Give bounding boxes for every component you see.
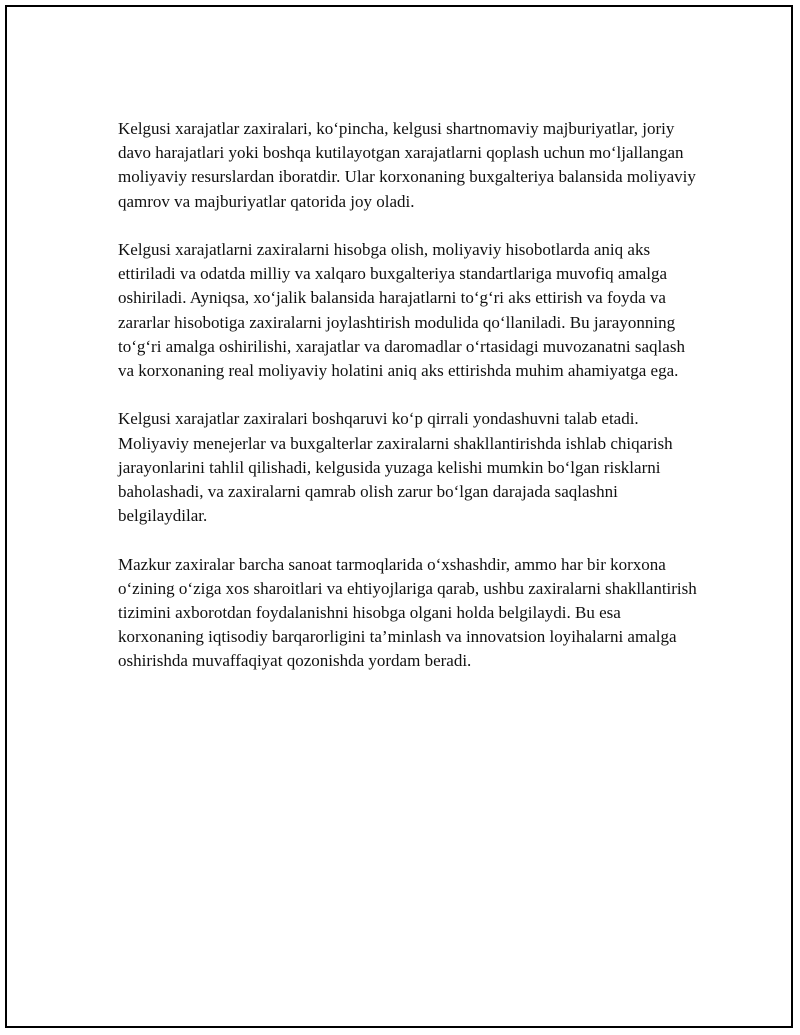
paragraph-3: Kelgusi xarajatlar zaxiralari boshqaruvi ko‘p qirrali yondashuvni talab etadi. Moliyaviy menejerlar va buxgalterlar zaxiralarni shakllantirishda ishlab chiqarish jarayonlarini tahlil qilishadi, kelgusida yuzaga kelishi mumkin bo‘lgan risklarni baholashadi, va zaxiralarni qamrab olish zarur bo‘lgan darajada saqlashni belgilaydilar. <box>118 409 673 526</box>
document-body <box>118 117 703 698</box>
paragraph-1: Kelgusi xarajatlar zaxiralari, ko‘pincha, kelgusi shartnomaviy majburiyatlar, joriy davo harajatlari yoki boshqa kutilayotgan xarajatlarni qoplash uchun mo‘ljallangan moliyaviy resurslardan iboratdir. Ular korxonaning buxgalteriya balansida moliyaviy qamrov va majburiyatlar qatorida joy oladi. <box>118 119 696 211</box>
paragraph-4: Mazkur zaxiralar barcha sanoat tarmoqlarida o‘xshashdir, ammo har bir korxona o‘zining o‘ziga xos sharoitlari va ehtiyojlariga qarab, ushbu zaxiralarni shakllantirish tizimini axborotdan foydalanishni hisobga olgani holda belgilaydi. Bu esa korxonaning iqtisodiy barqarorligini ta’minlash va innovatsion loyihalarni amalga oshirishda muvaffaqiyat qozonishda yordam beradi. <box>118 554 697 671</box>
paragraph-2: Kelgusi xarajatlarni zaxiralarni hisobga olish, moliyaviy hisobotlarda aniq aks ettiriladi va odatda milliy va xalqaro buxgalteriya standartlariga muvofiq amalga oshiriladi. Ayniqsa, xo‘jalik balansida harajatlarni to‘g‘ri aks ettirish va foyda va zararlar hisobotiga zaxiralarni joylashtirish modulida qo‘llaniladi. Bu jarayonning to‘g‘ri amalga oshirilishi, xarajatlar va daromadlar o‘rtasidagi muvozanatni saqlash va korxonaning real moliyaviy holatini aniq aks ettirishda muhim ahamiyatga ega. <box>118 240 685 381</box>
document-page <box>5 5 793 1028</box>
